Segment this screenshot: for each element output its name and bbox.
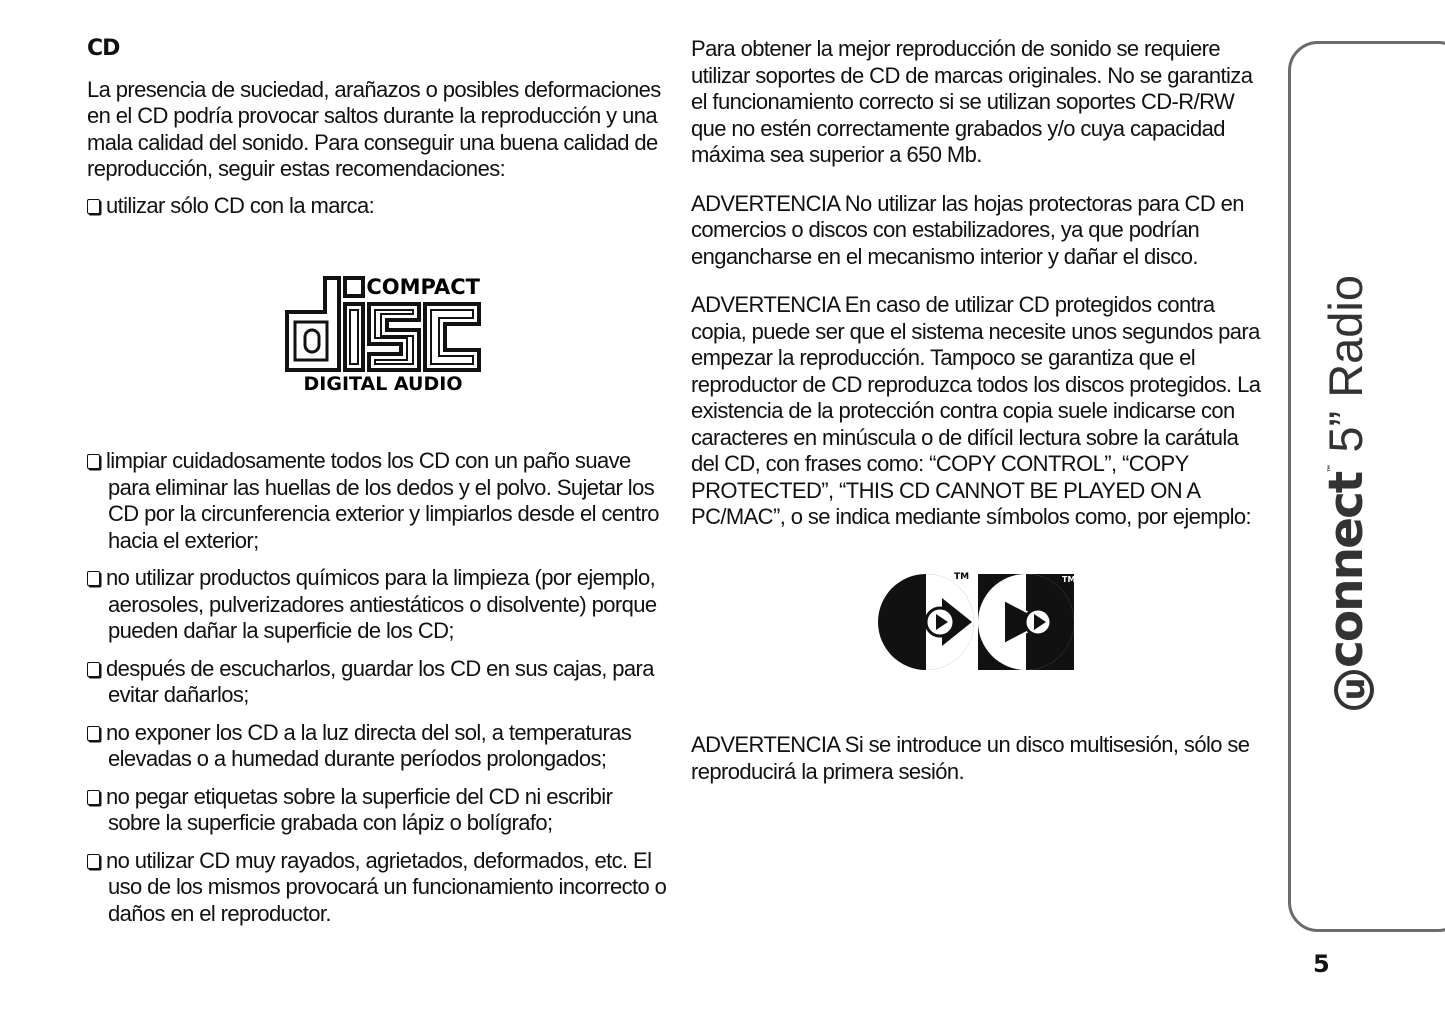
quality-paragraph: Para obtener la mejor reproducción de sonido se requiere utilizar soportes de CD de marcas originales. No se garantiza el funcionamiento correcto si se utilizan soportes CD-R/RW que no estén correctamente grabados y/o cuya capacidad máxima sea superior a 650 Mb. <box>691 36 1253 167</box>
uconnect-u-icon: u <box>1334 670 1374 710</box>
section-heading: CD <box>87 36 120 61</box>
checkbox-bullet-icon <box>87 662 100 677</box>
bullet-text: no exponer los CD a la luz directa del sol, a temperaturas elevadas o a humedad durante períodos prolongados; <box>106 719 632 771</box>
bullet-text: no pegar etiquetas sobre la superficie del CD ni escribir sobre la superficie grabada con lápiz o bolígrafo; <box>106 783 613 835</box>
compact-disc-logo <box>283 274 483 396</box>
copy-protection-symbols <box>876 570 1078 672</box>
intro-paragraph: La presencia de suciedad, arañazos o posibles deformaciones en el CD podría provocar saltos durante la reproducción y una mala calidad del sonido. Para conseguir una buena calidad de reproducción, seguir estas recomendaciones: <box>87 76 661 181</box>
warning-protectors: ADVERTENCIA No utilizar las hojas protectoras para CD en comercios o discos con estabilizadores, ya que podrían engancharse en el mecanismo interior y dañar el disco. <box>691 190 1244 269</box>
brand-tm: ™ <box>1327 465 1337 473</box>
chapter-title <box>1318 275 1374 710</box>
checkbox-bullet-icon <box>87 571 100 586</box>
section-title: 5” Radio <box>1319 275 1372 453</box>
cd-logo-top-text: COMPACT <box>366 275 480 299</box>
brand-text: connect <box>1319 472 1374 668</box>
left-column <box>87 36 667 230</box>
cd-logo-bottom-text: DIGITAL AUDIO <box>303 373 463 395</box>
bullet-text: no utilizar CD muy rayados, agrietados, deformados, etc. El uso de los mismos provocará un funcionamiento incorrecto o daños en el reproductor. <box>106 847 667 926</box>
bullet-list <box>87 448 667 938</box>
bullet-item <box>87 193 667 220</box>
bullet-item <box>87 848 667 928</box>
checkbox-bullet-icon <box>87 726 100 741</box>
page-number: 5 <box>1313 950 1330 978</box>
checkbox-bullet-icon <box>87 454 100 469</box>
bullet-item <box>87 720 667 773</box>
bullet-item <box>87 448 667 554</box>
checkbox-bullet-icon <box>87 790 100 805</box>
tm-mark: TM <box>954 572 970 582</box>
checkbox-bullet-icon <box>87 854 100 869</box>
uconnect-logo <box>1319 466 1374 710</box>
copy-symbol-right <box>978 574 1075 670</box>
warning-copy-protection: ADVERTENCIA En caso de utilizar CD protegidos contra copia, puede ser que el sistema necesite unos segundos para empezar la reproducción. Tampoco se garantiza que el reproductor de CD reproduzca todos los discos protegidos. La existencia de la protección contra copia suele indicarse con caracteres en minúscula o de difícil lectura sobre la carátula del CD, con frases como: “COPY CONTROL”, “COPY PROTECTED”, “THIS CD CANNOT BE PLAYED ON A PC/MAC”, o se indica mediante símbolos como, por ejemplo: <box>691 292 1261 529</box>
bullet-item <box>87 565 667 645</box>
bullet-text: después de escucharlos, guardar los CD en sus cajas, para evitar dañarlos; <box>106 655 654 707</box>
bullet-item <box>87 784 667 837</box>
warning-multisession: ADVERTENCIA Si se introduce un disco multisesión, sólo se reproducirá la primera sesión. <box>691 732 1250 784</box>
tm-mark: TM <box>1062 575 1076 584</box>
bullet-text: limpiar cuidadosamente todos los CD con un paño suave para eliminar las huellas de los dedos y el polvo. Sujetar los CD por la circunferencia exterior y limpiarlos desde el centro hacia el exterior; <box>106 448 659 553</box>
copy-symbol-left <box>878 572 974 670</box>
bullet-item <box>87 656 667 709</box>
bullet-text: no utilizar productos químicos para la limpieza (por ejemplo, aerosoles, pulverizadores antiestáticos o disolvente) porque pueden dañar la superficie de los CD; <box>106 565 657 643</box>
checkbox-bullet-icon <box>87 199 100 214</box>
bullet-text: utilizar sólo CD con la marca: <box>106 192 375 218</box>
right-column <box>691 36 1266 541</box>
